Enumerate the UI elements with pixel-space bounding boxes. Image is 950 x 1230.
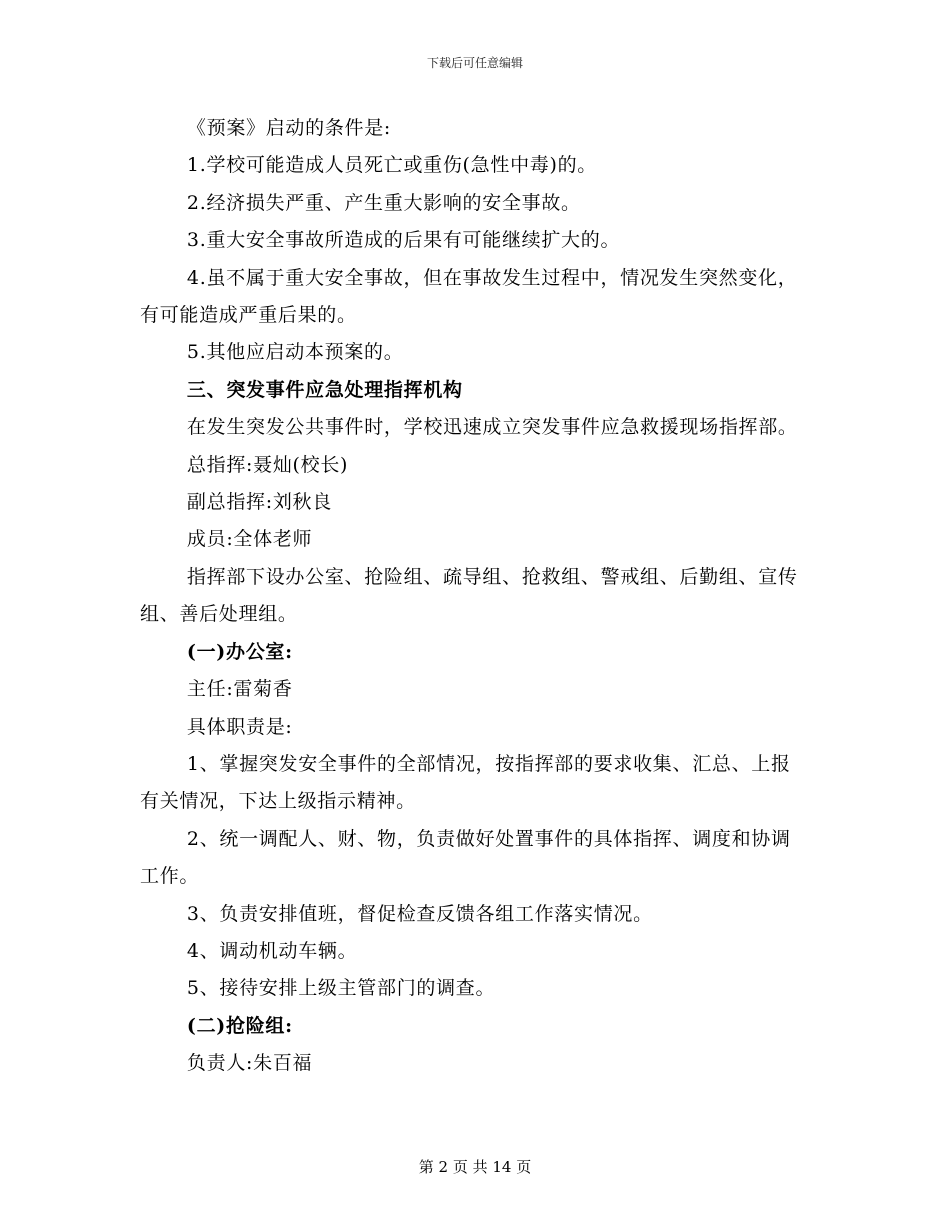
paragraph: 指挥部下设办公室、抢险组、疏导组、抢救组、警戒组、后勤组、宣传组、善后处理组。 bbox=[140, 565, 798, 626]
list-item: 2、统一调配人、财、物，负责做好处置事件的具体指挥、调度和协调工作。 bbox=[140, 827, 791, 888]
page-footer: 第 2 页 共 14 页 bbox=[418, 1158, 532, 1176]
paragraph: 在发生突发公共事件时，学校迅速成立突发事件应急救援现场指挥部。 bbox=[186, 416, 798, 439]
subsection-heading: (二)抢险组: bbox=[186, 1014, 293, 1037]
list-item: 4、调动机动车辆。 bbox=[186, 939, 358, 962]
list-item: 5、接待安排上级主管部门的调查。 bbox=[186, 977, 496, 1000]
list-item: 3、负责安排值班，督促检查反馈各组工作落实情况。 bbox=[186, 902, 653, 925]
section-heading: 三、突发事件应急处理指挥机构 bbox=[186, 378, 463, 401]
list-item: 2.经济损失严重、产生重大影响的安全事故。 bbox=[186, 191, 581, 214]
list-item: 1.学校可能造成人员死亡或重伤(急性中毒)的。 bbox=[186, 154, 597, 177]
paragraph: 主任:雷菊香 bbox=[186, 678, 293, 701]
paragraph: 具体职责是: bbox=[186, 715, 293, 738]
paragraph: 成员:全体老师 bbox=[186, 528, 313, 551]
list-item: 1、掌握突发安全事件的全部情况，按指挥部的要求收集、汇总、上报有关情况，下达上级指示精神。 bbox=[140, 752, 791, 813]
list-item: 4.虽不属于重大安全事故，但在事故发生过程中，情况发生突然变化，有可能造成严重后果的。 bbox=[140, 266, 798, 327]
subsection-heading: (一)办公室: bbox=[186, 640, 293, 663]
list-item: 3.重大安全事故所造成的后果有可能继续扩大的。 bbox=[186, 229, 621, 252]
paragraph: 《预案》启动的条件是: bbox=[186, 117, 392, 139]
document-body bbox=[140, 110, 810, 1083]
page-header: 下载后可任意编辑 bbox=[426, 56, 523, 70]
paragraph: 总指挥:聂灿(校长) bbox=[186, 453, 349, 476]
paragraph: 副总指挥:刘秋良 bbox=[186, 491, 332, 514]
paragraph: 负责人:朱百福 bbox=[186, 1052, 313, 1075]
list-item: 5.其他应启动本预案的。 bbox=[186, 341, 404, 364]
